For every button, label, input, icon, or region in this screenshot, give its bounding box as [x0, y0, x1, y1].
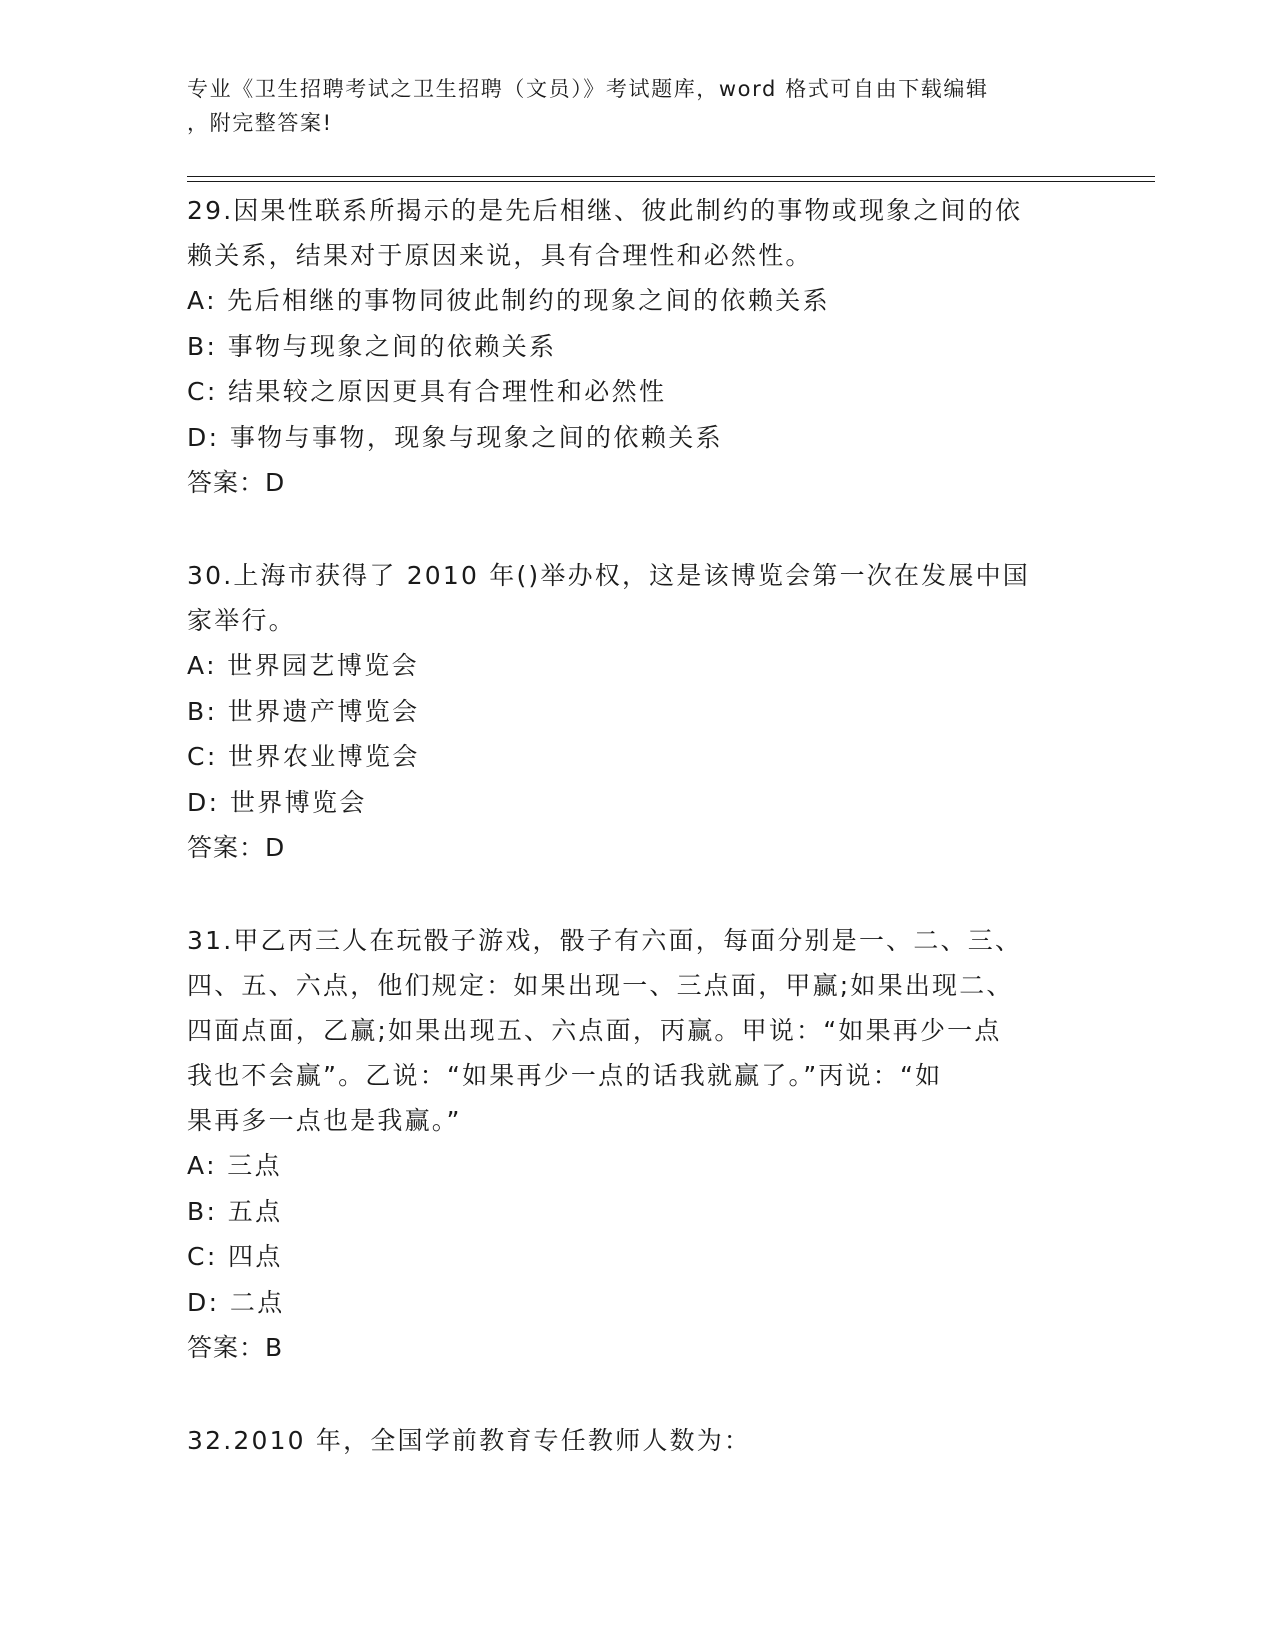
option-d: D: 事物与事物，现象与现象之间的依赖关系	[187, 422, 724, 452]
header-rule-bottom	[187, 181, 1155, 182]
answer-line: 答案：D	[187, 468, 286, 497]
option-b: B: 世界遗产博览会	[187, 696, 420, 726]
question-32	[187, 1418, 1087, 1463]
question-29	[187, 188, 1087, 506]
question-31	[187, 918, 1087, 1371]
question-stem-line: 四面点面，乙赢;如果出现五、六点面，丙赢。甲说：“如果再少一点	[187, 1016, 1002, 1045]
option-a: A: 世界园艺博览会	[187, 651, 420, 680]
option-c: C: 世界农业博览会	[187, 742, 420, 771]
option-d: D: 世界博览会	[187, 787, 367, 817]
question-30	[187, 553, 1087, 871]
question-stem-line: 29.因果性联系所揭示的是先后相继、彼此制约的事物或现象之间的依	[187, 196, 1023, 225]
question-stem-line: 家举行。	[187, 606, 296, 635]
question-stem-line: 30.上海市获得了 2010 年()举办权，这是该博览会第一次在发展中国	[187, 561, 1030, 590]
answer-line: 答案：D	[187, 833, 286, 862]
header-line: 专业《卫生招聘考试之卫生招聘（文员）》考试题库，word 格式可自由下载编辑	[187, 77, 989, 101]
document-header	[187, 72, 1067, 140]
option-a: A: 三点	[187, 1151, 283, 1180]
option-a: A: 先后相继的事物同彼此制约的现象之间的依赖关系	[187, 286, 831, 315]
answer-line: 答案：B	[187, 1333, 284, 1362]
header-line: ，附完整答案!	[187, 111, 333, 135]
option-b: B: 五点	[187, 1196, 283, 1226]
option-d: D: 二点	[187, 1287, 285, 1317]
question-stem-line: 四、五、六点，他们规定：如果出现一、三点面，甲赢;如果出现二、	[187, 971, 1014, 1000]
header-rule-top	[187, 176, 1155, 177]
question-stem-line: 32.2010 年，全国学前教育专任教师人数为：	[187, 1426, 752, 1455]
question-stem-line: 我也不会赢”。乙说：“如果再少一点的话我就赢了。”丙说：“如	[187, 1061, 943, 1090]
option-c: C: 结果较之原因更具有合理性和必然性	[187, 377, 667, 406]
question-stem-line: 果再多一点也是我赢。”	[187, 1106, 462, 1135]
option-c: C: 四点	[187, 1242, 283, 1271]
question-stem-line: 31.甲乙丙三人在玩骰子游戏，骰子有六面，每面分别是一、二、三、	[187, 926, 1023, 955]
question-stem-line: 赖关系，结果对于原因来说，具有合理性和必然性。	[187, 241, 813, 270]
question-list	[187, 188, 1087, 1510]
option-b: B: 事物与现象之间的依赖关系	[187, 331, 557, 361]
